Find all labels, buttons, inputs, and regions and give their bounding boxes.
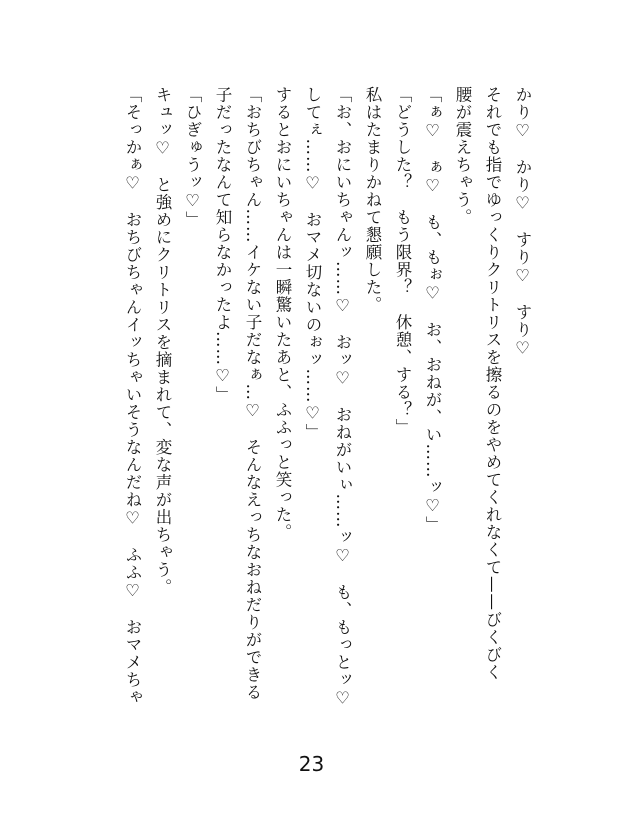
text-line-4: 「ぁ♡ ぁ♡ も、もぉ♡ お、おねが、い……ッ♡」 — [423, 86, 442, 534]
page-number: 23 — [298, 752, 325, 776]
text-line-12: 「ひぎゅうッ♡」 — [183, 86, 202, 229]
text-line-7: 「お、おにいちゃんッ……♡ おッ♡ おねがいぃ……ッ♡ も、もっとッ♡ — [333, 86, 352, 709]
text-line-1: かり♡ かり♡ すり♡ すり♡ — [513, 86, 532, 359]
text-line-9: するとおにいちゃんは一瞬驚いたあと、ふふっと笑った。 — [273, 86, 292, 541]
text-line-14: 「そっかぁ♡ おちびちゃんイッちゃいそうなんだね♡ ふふ♡ おマメちゃ — [123, 86, 142, 706]
text-line-3: 腰が震えちゃう。 — [453, 86, 472, 226]
text-line-2: それでも指でゆっくりクリトリスを擦るのをやめてくれなくて——びくびく — [483, 86, 502, 681]
text-line-10: 「おちびちゃん……イケない子だなぁ…♡ そんなえっちなおねだりができる — [243, 86, 262, 701]
text-line-13: キュッ♡ と強めにクリトリスを摘まれて、変な声が出ちゃう。 — [153, 86, 172, 596]
text-line-6: 私はたまりかねて懇願した。 — [363, 86, 382, 314]
text-line-8: してぇ……♡ おマメ切ないのぉッ……♡」 — [303, 86, 322, 441]
text-line-5: 「どうした？ もう限界？ 休憩、する？」 — [393, 86, 412, 436]
text-line-11: 子だったなんて知らなかったよ……♡」 — [213, 86, 232, 404]
vertical-text-body — [117, 86, 537, 726]
